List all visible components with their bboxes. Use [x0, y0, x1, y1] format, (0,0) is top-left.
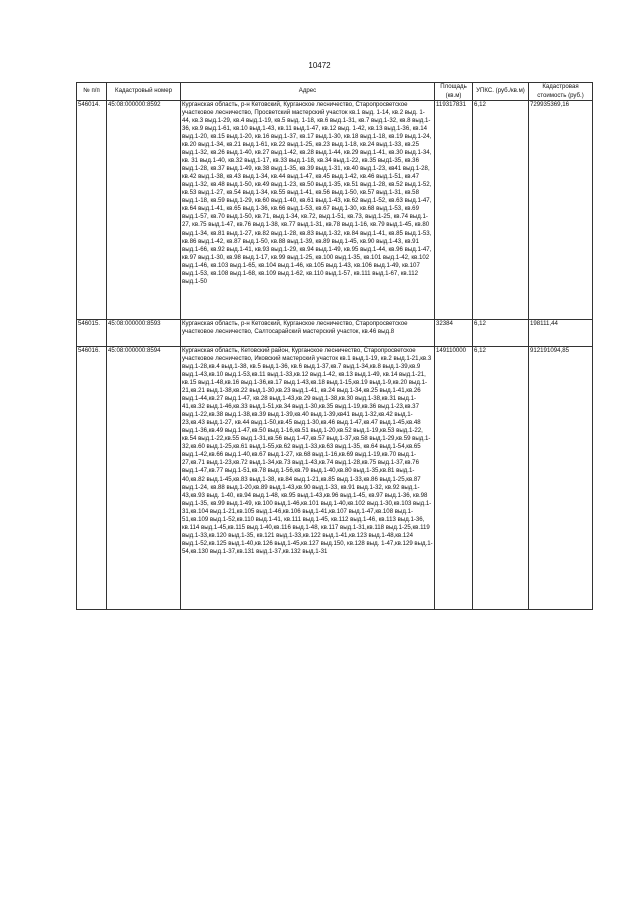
cell-area: 149110000 [435, 347, 473, 610]
cadastral-registry-table [76, 82, 593, 610]
cell-number: 546016. [77, 347, 107, 610]
cell-number: 546015. [77, 320, 107, 347]
header-cadastral-cost: Кадастровая стоимость (руб.) [529, 83, 593, 101]
cell-upks: 6,12 [473, 347, 529, 610]
cell-cadastral-number: 45:08:000000:8592 [107, 101, 181, 320]
cell-area: 32384 [435, 320, 473, 347]
cell-cadastral-number: 45:08:000000:8593 [107, 320, 181, 347]
cell-upks: 6,12 [473, 320, 529, 347]
table-row [77, 320, 593, 347]
cell-cadastral-cost: 912191094,85 [529, 347, 593, 610]
header-area: Площадь (кв.м) [435, 83, 473, 101]
cell-upks: 6,12 [473, 101, 529, 320]
table-row [77, 347, 593, 610]
table-row [77, 101, 593, 320]
cell-cadastral-number: 45:08:000000:8594 [107, 347, 181, 610]
cell-area: 119317831 [435, 101, 473, 320]
cell-cadastral-cost: 729935369,16 [529, 101, 593, 320]
cell-address: Курганская область, р-н Кетовский, Курганское лесничество, Старопросветское участковое лесничество, Просветский мастерский участок кв.1 выд. 1-14, кв.2 выд. 1-44, кв.3 выд.1-29, кв.4 выд.1-19, кв.5 выд. 1-18, кв.6 выд.1-31, кв.7 выд.1-32, кв.8 выд.1-36, кв.9 выд.1-61, кв.10 выд.1-43, кв.11 выд.1-47, кв.12 выд. 1-42, кв.13 выд.1-36, кв.14 выд.1-20, кв.15 выд.1-20, кв.16 выд.1-37, кв.17 выд.1-30, кв.18 выд.1-18, кв.19 выд.1-24, кв.20 выд.1-34, кв.21 выд.1-61, кв.22 выд.1-25, кв.23 выд.1-18, кв.24 выд.1-33, кв.25 выд.1-32, кв.26 выд.1-40, кв.27 выд.1-42, кв.28 выд.1-44, кв.29 выд.1-41, кв.30 выд.1-34, кв. 31 выд.1-40, кв.32 выд.1-17, кв.33 выд.1-18, кв.34 выд.1-22, кв.35 выд1-35, кв.36 выд.1-28, кв.37 выд.1-49, кв.38 выд.1-35, кв.39 выд.1-31, кв.40 выд.1-23, кв41 выд.1-28, кв.42 выд.1-38, кв.43 выд.1-34, кв.44 выд.1-47, кв.45 выд.1-42, кв.46 выд.1-51, кв.47 выд.1-32, кв.48 выд.1-50, кв.49 выд.1-23, кв.50 выд.1-35, кв.51 выд.1-28, кв.52 выд.1-52, кв.53 выд.1-27, кв.54 выд.1-34, кв.55 выд.1-41, кв.56 выд.1-50, кв.57 выд.1-31, кв.58 выд.1-18, кв.59 выд.1-29, кв.60 выд.1-40, кв.61 выд.1-43, кв.62 выд.1-52, кв.63 выд.1-47, кв.64 выд.1-41, кв.65 выд.1-36, кв.66 выд.1-53, кв.67 выд.1-30, кв.68 выд.1-53, кв.69 выд.1-57, кв.70 выд.1-50, кв.71, выд.1-34, кв.72, выд.1-51, кв.73, выд.1-25, кв.74 выд.1-27, кв.75 выд.1-47, кв.76 выд.1-38, кв.77 выд.1-31, кв.78 выд.1-16, кв.79 выд.1-45, кв.80 выд.1-34, кв.81 выд.1-27, кв.82 выд.1-28, кв.83 выд.1-32, кв.84 выд.1-41, кв.85 выд.1-53, кв.86 выд.1-42, кв.87 выд.1-50, кв.88 выд.1-39, кв.89 выд.1-45, кв.90 выд.1-43, кв.91 выд.1-66, кв.92 выд.1-41, кв.93 выд.1-29, кв.94 выд.1-49, кв.95 выд.1-44, кв.96 выд.1-47, кв.97 выд.1-30, кв.98 выд.1-17, кв.99 выд.1-25, кв.100 выд.1-35, кв.101 выд.1-42, кв.102 выд.1-46, кв.103 выд.1-65, кв.104 выд.1-46, кв.105 выд.1-43, кв.106 выд.1-49, кв.107 выд.1-53, кв.108 выд.1-68, кв.109 выд.1-62, кв.110 выд.1-57, кв.111 выд.1-67, кв.112 выд.1-50 [181, 101, 435, 320]
cell-cadastral-cost: 198111,44 [529, 320, 593, 347]
header-number: № п/п [77, 83, 107, 101]
page-number: 10472 [308, 61, 331, 70]
cell-number: 546014. [77, 101, 107, 320]
header-upks: УПКС. (руб./кв.м) [473, 83, 529, 101]
cell-address: Курганская область, Кетовский район, Курганское лесничество, Старопросветское участковое лесничество, Иковский мастерский участок кв.1 выд.1-19, кв.2 выд.1-21,кв.3 выд.1-28,кв.4 выд.1-38, кв.5 выд.1-36, кв.6 выд.1-37,кв.7 выд.1-34,кв.8 выд.1-39,кв.9 выд.1-43,кв.10 выд.1-53,кв.11 выд.1-33,кв.12 выд.1-42, кв.13 выд.1-49, кв.14 выд.1-21, кв.15 выд.1-48,кв.16 выд.1-36,кв.17 выд.1-43,кв.18 выд.1-15,кв.19 выд.1-9,кв.20 выд.1-21,кв.21 выд.1-38,кв.22 выд.1-30,кв.23 выд.1-41, кв.24 выд.1-34,кв.25 выд.1-41,кв.26 выд.1-44,кв.27 выд.1-47, кв.28 выд.1-43,кв.29 выд.1-38,кв.30 выд.1-38,кв.31 выд.1-41,кв.32 выд.1-46,кв.33 выд.1-51,кв.34 выд.1-30,кв.35 выд.1-19,кв.36 выд.1-23,кв.37 выд.1-22,кв.38 выд.1-38,кв.39 выд.1-39,кв.40 выд.1-39,кв41 выд.1-32,кв.42 выд.1-23,кв.43 выд.1-27, кв.44 выд.1-50,кв.45 выд.1-30,кв.46 выд.1-47,кв.47 выд.1-45,кв.48 выд.1-36,кв.49 выд.1-47,кв.50 выд.1-16,кв.51 выд.1-20,кв.52 выд.1-19,кв.53 выд.1-22, кв.54 выд.1-22,кв.55 выд.1-31,кв.56 выд.1-47,кв.57 выд.1-37,кв.58 выд.1-29,кв.59 выд.1-32,кв.60 выд.1-25,кв.61 выд.1-55,кв.62 выд.1-33,кв.63 выд.1-35, кв.64 выд.1-54,кв.65 выд.1-42,кв.66 выд.1-40,кв.67 выд.1-27, кв.68 выд.1-16,кв.69 выд.1-19,кв.70 выд.1-27,кв.71 выд.1-23,кв.72 выд.1-34,кв.73 выд.1-43,кв.74 выд.1-28,кв.75 выд.1-37,кв.76 выд.1-47,кв.77 выд.1-51,кв.78 выд.1-56,кв.79 выд.1-40,кв.80 выд.1-35,кв.81 выд.1-40,кв.82 выд.1-45,кв.83 выд.1-38, кв.84 выд.1-21,кв.85 выд.1-33,кв.86 выд.1-25,кв.87 выд.1-24, кв.88 выд.1-20,кв.89 выд.1-43,кв.90 выд.1-33, кв.91 выд.1-32, кв.92 выд.1-43,кв.93 выд. 1-40, кв.94 выд.1-48, кв.95 выд.1-43,кв.96 выд.1-45, кв.97 выд.1-36, кв.98 выд.1-35, кв.99 выд.1-49, кв.100 выд.1-46,кв.101 выд.1-40,кв.102 выд.1-30,кв.103 выд.1-31,кв.104 выд.1-21,кв.105 выд.1-46,кв.106 выд.1-41,кв.107 выд.1-47,кв.108 выд.1-51,кв.109 выд.1-52,кв.110 выд.1-41, кв.111 выд.1-45, кв.112 выд.1-46, кв.113 выд.1-36, кв.114 выд.1-45,кв.115 выд.1-40,кв.116 выд.1-48, кв.117 выд.1-31,кв.118 выд.1-25,кв.119 выд.1-33,кв.120 выд.1-35, кв.121 выд.1-33,кв.122 выд.1-41,кв.123 выд.1-48,кв.124 выд.1-52,кв.125 выд.1-40,кв.126 выд.1-45,кв.127 выд.150, кв.128 выд. 1-47,кв.129 выд.1-54,кв.130 выд.1-37,кв.131 выд.1-37,кв.132 выд.1-31 [181, 347, 435, 610]
header-address: Адрес [181, 83, 435, 101]
table-header-row [77, 83, 593, 101]
cell-address: Курганская область, р-н Кетовский, Курганское лесничество, Старопросветское участковое лесничество, Салтосарайский мастерский участок, кв.46 выд.8 [181, 320, 435, 347]
header-cadastral-number: Кадастровый номер [107, 83, 181, 101]
